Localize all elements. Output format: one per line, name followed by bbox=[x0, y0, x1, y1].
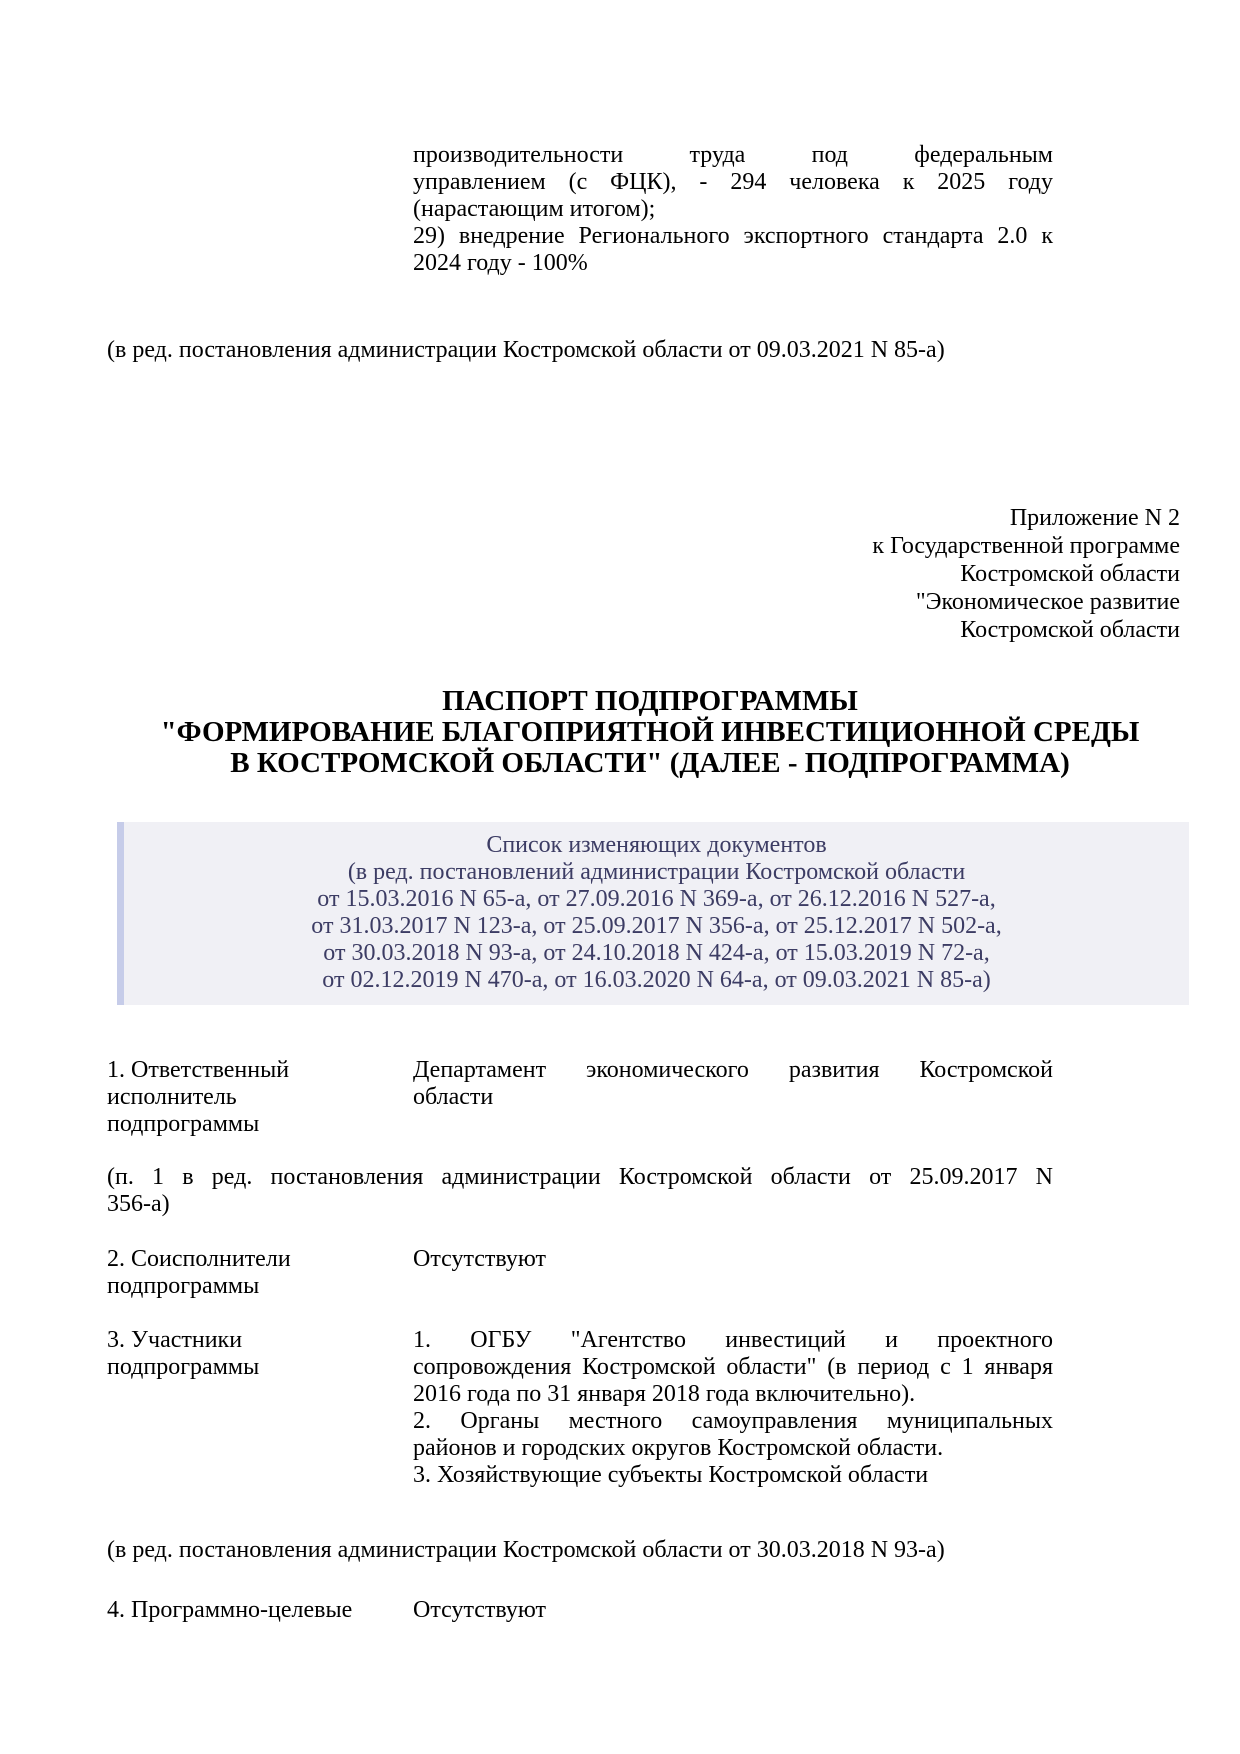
passport-row-1-value bbox=[413, 1057, 1053, 1111]
label-line: исполнитель bbox=[107, 1084, 237, 1110]
changes-box-line: (в ред. постановлений администрации Костромской области bbox=[347, 859, 966, 885]
passport-row-3-label bbox=[107, 1327, 402, 1381]
appendix-line: Приложение N 2 bbox=[1009, 505, 1180, 531]
appendix-line: Костромской области bbox=[960, 617, 1180, 643]
value-line: Отсутствуют bbox=[413, 1597, 546, 1623]
value-line: Отсутствуют bbox=[413, 1246, 546, 1272]
title-line: В КОСТРОМСКОЙ ОБЛАСТИ" (ДАЛЕЕ - ПОДПРОГРАММА) bbox=[230, 747, 1070, 779]
title-line: ПАСПОРТ ПОДПРОГРАММЫ bbox=[442, 685, 858, 717]
paragraph-line: (нарастающим итогом); bbox=[413, 196, 656, 222]
changes-box-line: от 30.03.2018 N 93-а, от 24.10.2018 N 424-а, от 15.03.2019 N 72-а, bbox=[323, 940, 990, 966]
value-line: Департамент экономического развития Костромской bbox=[413, 1057, 1053, 1083]
label-line: подпрограммы bbox=[107, 1354, 260, 1380]
label-line: 1. Ответственный bbox=[107, 1057, 290, 1083]
amendment-note-1: (в ред. постановления администрации Костромской области от 09.03.2021 N 85-а) bbox=[107, 337, 945, 363]
top-paragraph bbox=[413, 142, 1053, 277]
value-line: 2016 года по 31 января 2018 года включительно). bbox=[413, 1381, 916, 1407]
appendix-block bbox=[872, 504, 1180, 644]
changes-box-line: от 15.03.2016 N 65-а, от 27.09.2016 N 369-а, от 26.12.2016 N 527-а, bbox=[317, 886, 996, 912]
passport-row-4-label bbox=[107, 1597, 402, 1624]
passport-row-4-value bbox=[413, 1597, 1053, 1624]
changes-box-line: Список изменяющих документов bbox=[486, 832, 827, 858]
paragraph-line: 2024 году - 100% bbox=[413, 250, 588, 276]
label-line: 4. Программно-целевые bbox=[107, 1597, 353, 1623]
label-line: 2. Соисполнители bbox=[107, 1246, 291, 1272]
paragraph-line: 29) внедрение Регионального экспортного стандарта 2.0 к bbox=[413, 223, 1053, 249]
passport-row-3-value bbox=[413, 1327, 1053, 1489]
label-line: подпрограммы bbox=[107, 1273, 260, 1299]
value-line: 3. Хозяйствующие субъекты Костромской области bbox=[413, 1462, 929, 1488]
note-line: (п. 1 в ред. постановления администрации Костромской области от 25.09.2017 N bbox=[107, 1164, 1053, 1190]
title-line: "ФОРМИРОВАНИЕ БЛАГОПРИЯТНОЙ ИНВЕСТИЦИОННОЙ СРЕДЫ bbox=[160, 716, 1140, 748]
appendix-line: Костромской области bbox=[960, 561, 1180, 587]
changes-box-line: от 02.12.2019 N 470-а, от 16.03.2020 N 64-а, от 09.03.2021 N 85-а) bbox=[322, 967, 991, 993]
appendix-line: к Государственной программе bbox=[872, 533, 1180, 559]
passport-row-2-label bbox=[107, 1246, 402, 1300]
document-title bbox=[107, 686, 1193, 779]
amendment-note-3: (в ред. постановления администрации Костромской области от 30.03.2018 N 93-а) bbox=[107, 1537, 945, 1563]
label-line: подпрограммы bbox=[107, 1111, 260, 1137]
value-line: 2. Органы местного самоуправления муниципальных bbox=[413, 1408, 1053, 1434]
value-line: сопровождения Костромской области" (в период с 1 января bbox=[413, 1354, 1053, 1380]
value-line: районов и городских округов Костромской области. bbox=[413, 1435, 944, 1461]
passport-row-2-value bbox=[413, 1246, 1053, 1273]
passport-row-1-label bbox=[107, 1057, 402, 1138]
amendment-note-2 bbox=[107, 1164, 1053, 1218]
value-line: области bbox=[413, 1084, 494, 1110]
value-line: 1. ОГБУ "Агентство инвестиций и проектного bbox=[413, 1327, 1053, 1353]
paragraph-line: производительности труда под федеральным bbox=[413, 142, 1053, 168]
paragraph-line: управлением (с ФЦК), - 294 человека к 2025 году bbox=[413, 169, 1053, 195]
note-line: 356-а) bbox=[107, 1191, 170, 1217]
changes-box-line: от 31.03.2017 N 123-а, от 25.09.2017 N 356-а, от 25.12.2017 N 502-а, bbox=[311, 913, 1002, 939]
appendix-line: "Экономическое развитие bbox=[915, 589, 1180, 615]
changes-box bbox=[117, 822, 1189, 1005]
label-line: 3. Участники bbox=[107, 1327, 243, 1353]
